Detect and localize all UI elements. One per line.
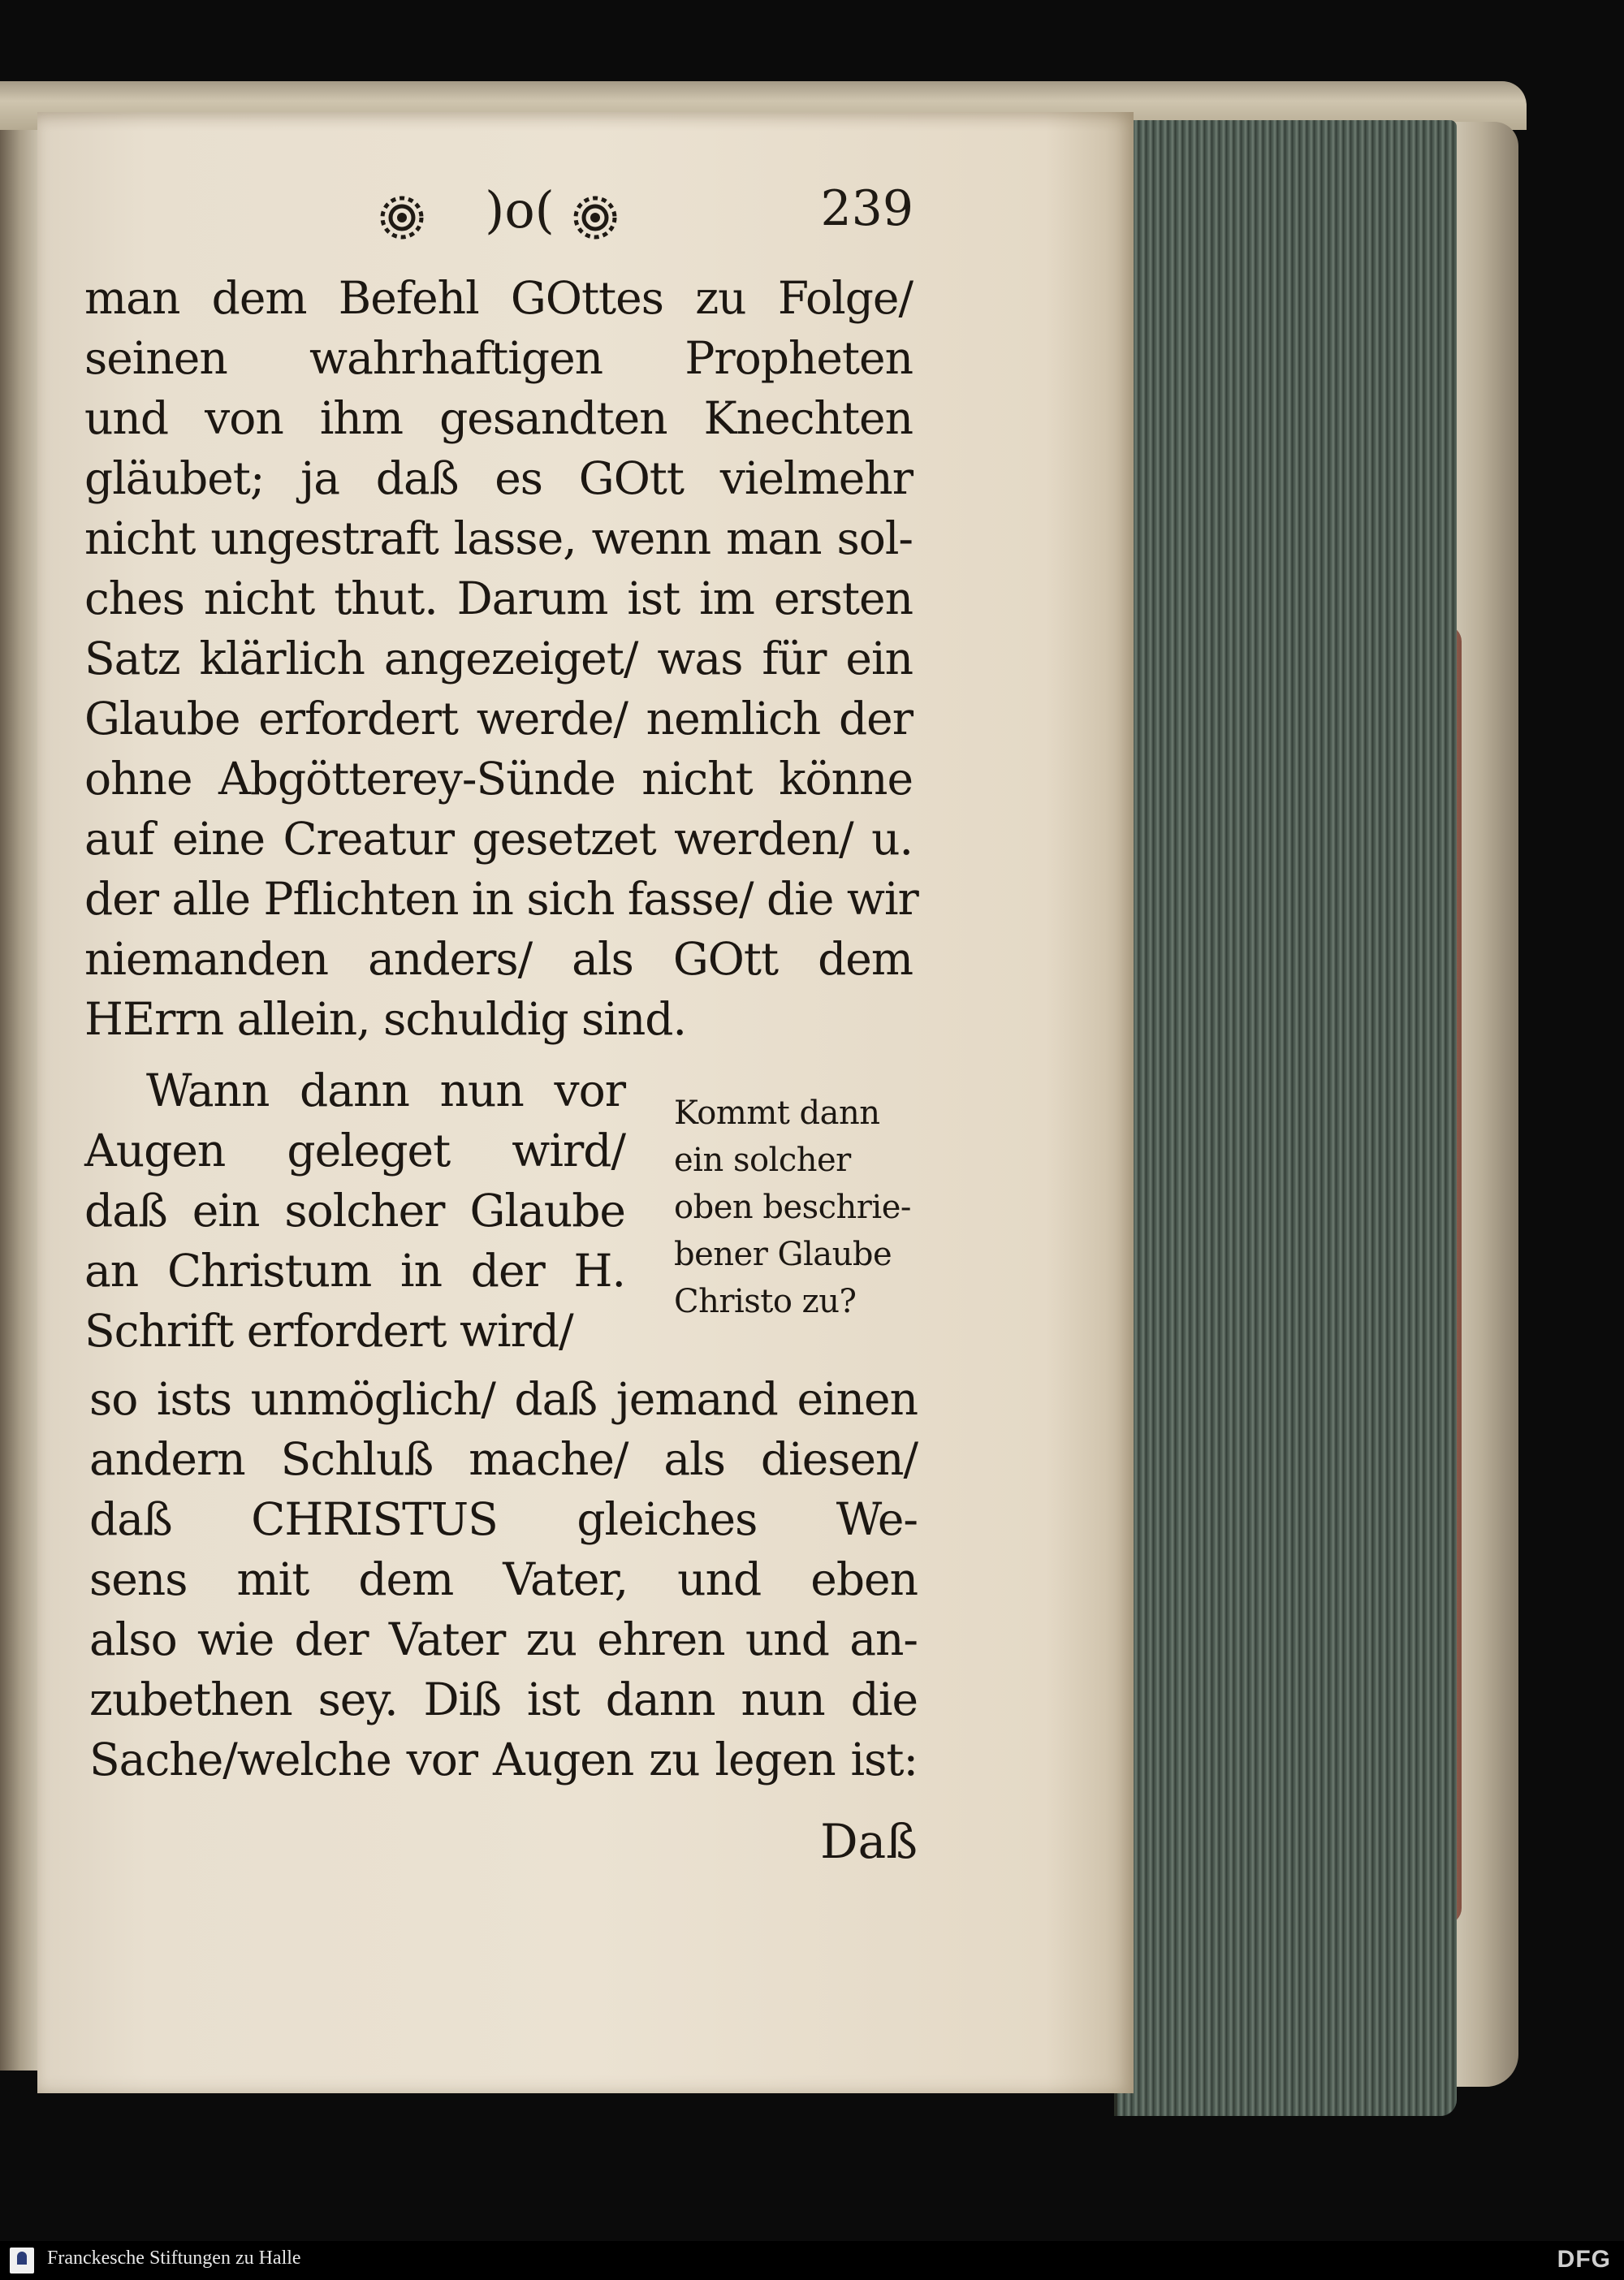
text-line: Schrift erfordert wird/: [84, 1305, 573, 1357]
text-line: daß CHRISTUS gleiches We-: [89, 1493, 918, 1545]
text-line: Satz klärlich angezeiget/ was für ein: [84, 633, 913, 684]
text-line: der alle Pflichten in sich fasse/ die wir: [84, 873, 918, 925]
text-line: also wie der Vater zu ehren und an-: [89, 1613, 918, 1665]
footer-bar: [0, 2241, 1624, 2280]
text-line: so ists unmöglich/ daß jemand einen: [89, 1373, 918, 1425]
text-line: HErrn allein, schuldig sind.: [84, 993, 686, 1045]
text-line: Augen geleget wird/: [84, 1125, 625, 1177]
flower-ornament-icon: [563, 185, 628, 250]
margin-note-line: ein solcher: [674, 1142, 851, 1179]
text-line: seinen wahrhaftigen Propheten: [84, 332, 913, 384]
text-line: und von ihm gesandten Knechten: [84, 392, 913, 444]
page-edges-stack: [1114, 120, 1457, 2116]
institution-name: Franckesche Stiftungen zu Halle: [47, 2248, 301, 2269]
text-line: zubethen sey. Diß ist dann nun die: [89, 1673, 918, 1725]
margin-note-line: Christo zu?: [674, 1283, 857, 1320]
text-line: andern Schluß mache/ als diesen/: [89, 1433, 918, 1485]
margin-note-line: oben beschrie-: [674, 1189, 911, 1226]
page-number: 239: [820, 180, 914, 237]
text-line: nicht ungestraft lasse, wenn man sol-: [84, 512, 913, 564]
margin-note-line: bener Glaube: [674, 1236, 892, 1273]
text-line: an Christum in der H.: [84, 1245, 625, 1297]
institution-logo-icon: [10, 2248, 34, 2274]
text-line: Glaube erfordert werde/ nemlich der: [84, 693, 913, 745]
text-line: sens mit dem Vater, und eben: [89, 1553, 918, 1605]
margin-note-line: Kommt dann: [674, 1095, 880, 1132]
text-line: niemanden anders/ als GOtt dem: [84, 933, 913, 985]
dfg-logo: DFG: [1557, 2246, 1611, 2273]
text-line: Wann dann nun vor: [146, 1064, 625, 1116]
text-line: daß ein solcher Glaube: [84, 1185, 625, 1237]
catchword: Daß: [820, 1814, 918, 1869]
text-line: Sache/welche vor Augen zu legen ist:: [89, 1734, 918, 1786]
text-line: auf eine Creatur gesetzet werden/ u.: [84, 813, 913, 865]
text-line: ches nicht thut. Darum ist im ersten: [84, 572, 913, 624]
left-page-edge: [0, 122, 41, 2071]
header-symbol: )o(: [485, 180, 555, 240]
text-line: man dem Befehl GOttes zu Folge/: [84, 272, 913, 324]
text-line: ohne Abgötterey-Sünde nicht könne: [84, 753, 913, 805]
flower-ornament-icon: [369, 185, 434, 250]
text-line: gläubet; ja daß es GOtt vielmehr: [84, 452, 913, 504]
